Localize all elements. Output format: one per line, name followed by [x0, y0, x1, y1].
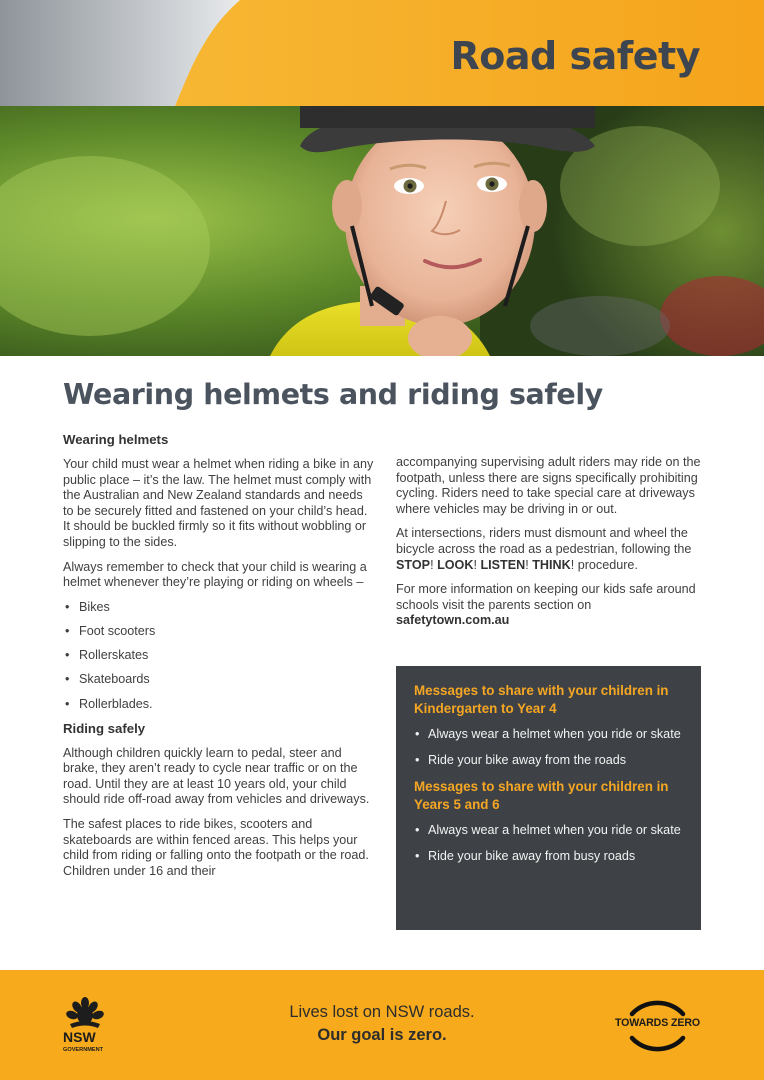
right-column [396, 455, 708, 638]
child-helmet-photo [0, 106, 764, 356]
paragraph-footpath: accompanying supervising adult riders may ride on the footpath, unless there are signs specifically prohibiting cycling. Riders need to take special care at driveways where vehicles may be driving in or out. [396, 455, 701, 516]
messages-box [396, 666, 701, 930]
section-heading-wearing-helmets: Wearing helmets [63, 432, 169, 447]
list-item: • Rollerskates [63, 648, 375, 664]
paragraph-more-info [396, 582, 708, 629]
think-word: THINK [532, 557, 571, 572]
paragraph-riding-age: Although children quickly learn to pedal, steer and brake, they aren’t ready to cycle near traffic or on the road. Until they are at least 10 years old, your child should ride off-road away from vehicles and driveways. [63, 745, 370, 807]
more-info-text: For more information on keeping our kids safe around schools visit the parents section on [396, 582, 696, 612]
messages-heading-5-and-6: Messages to share with your children in Years 5 and 6 [414, 779, 669, 812]
listen-word: LISTEN [480, 557, 526, 572]
page-footer [0, 970, 764, 1080]
page-header-title: Road safety [450, 34, 700, 78]
list-item: • Skateboards [63, 672, 375, 688]
page-header [0, 0, 764, 106]
list-item: • Foot scooters [63, 624, 375, 640]
hero-photo [0, 106, 764, 356]
wheels-list [63, 600, 375, 712]
footer-tagline-1: Lives lost on NSW roads. [289, 1003, 475, 1021]
stop-word: STOP [396, 557, 431, 572]
paragraph-helmet-law: Your child must wear a helmet when riding a bike in any public place – it’s the law. The helmet must comply with the Australian and New Zealand standards and needs to be securely fitted and fastened on your child’s head. It should be buckled firmly so it fits without wobbling or slipping to the sides. [63, 457, 374, 549]
safetytown-link[interactable]: safetytown.com.au [396, 613, 510, 628]
look-word: LOOK [437, 557, 474, 572]
messages-list-k-to-4 [414, 726, 683, 769]
article-title: Wearing helmets and riding safely [63, 378, 603, 411]
nsw-logo-text: NSW [63, 1029, 96, 1045]
paragraph-safest-places: The safest places to ride bikes, scooters and skateboards are within fenced areas. This helps your child from riding or falling onto the footpath or the road. Children under 16 and their [63, 817, 369, 878]
list-item: • Always wear a helmet when you ride or skate [414, 822, 683, 839]
towards-zero-text: TOWARDS ZERO [614, 1017, 701, 1029]
list-item: • Ride your bike away from busy roads [414, 848, 683, 865]
paragraph-helmet-check: Always remember to check that your child is wearing a helmet whenever they’re playing or riding on wheels – [63, 559, 367, 590]
footer-tagline-2: Our goal is zero. [317, 1026, 447, 1044]
list-item: • Ride your bike away from the roads [414, 752, 683, 769]
paragraph-intersections: At intersections, riders must dismount and wheel the bicycle across the road as a pedestrian, following the STOP! LOOK! LISTEN! THINK! procedure. [396, 526, 692, 572]
left-column [63, 432, 375, 888]
messages-list-5-and-6 [414, 822, 683, 865]
list-item: • Always wear a helmet when you ride or skate [414, 726, 683, 743]
messages-heading-k-to-4: Messages to share with your children in Kindergarten to Year 4 [414, 683, 669, 716]
intersections-text: At intersections, riders must dismount and wheel the bicycle across the road as a pedestrian, following the [396, 526, 692, 556]
procedure-word: procedure. [577, 557, 638, 572]
list-item: • Rollerblades. [63, 697, 375, 713]
section-heading-riding-safely: Riding safely [63, 720, 146, 736]
list-item: • Bikes [63, 600, 375, 616]
nsw-logo-subtext: GOVERNMENT [63, 1047, 104, 1053]
